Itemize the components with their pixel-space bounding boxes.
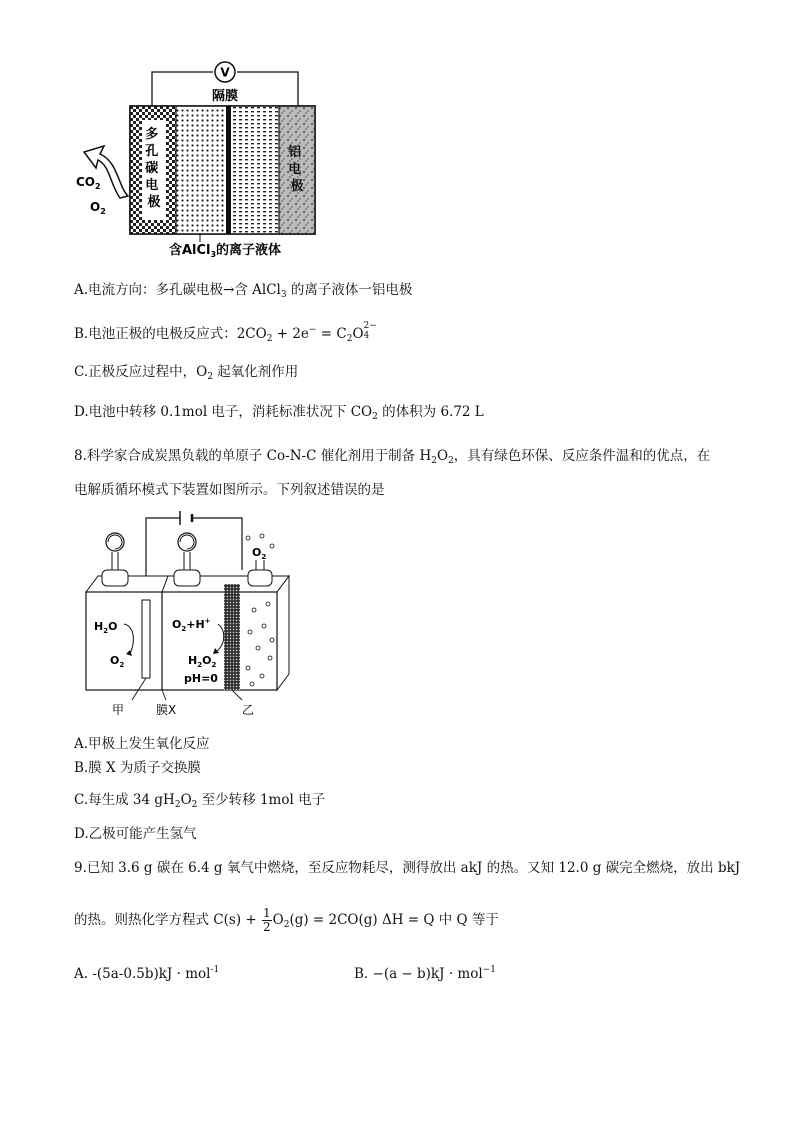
label-membrane-x: 膜X (156, 703, 177, 717)
q8-line1-sub2: 2 (448, 456, 454, 466)
q9-line2-mid: O (272, 912, 284, 928)
q9-frac-num: 1 (262, 906, 271, 920)
h2o2-label: $H_2O_2$ (188, 654, 217, 669)
q7-option-a (74, 280, 412, 305)
q7-option-d (74, 402, 484, 427)
q7-option-c (74, 362, 298, 387)
co2-label: $CO_2$ (76, 175, 101, 191)
battery-diagram (70, 58, 330, 258)
porous-carbon-label: 多 孔 碳 电 极 (145, 127, 161, 210)
q8-stem-line2 (74, 480, 385, 500)
ph-label: pH=0 (184, 672, 218, 685)
electrode-jia (142, 600, 150, 678)
q9-b-text: B. −(a − b)kJ · mol (354, 966, 483, 982)
q9-option-b (354, 960, 496, 984)
q8-c-pre: C.每生成 34 gH (74, 792, 175, 808)
q7-c-text: C.正极反应过程中，O (74, 364, 208, 380)
q8-line2: 电解质循环模式下装置如图所示。下列叙述错误的是 (74, 482, 385, 498)
q9-line2-sub: 2 (283, 920, 290, 930)
q9-line1: 9.已知 3.6 g 碳在 6.4 g 氧气中燃烧，至反应物耗尽，测得放出 akJ 的热。又知 12.0 g 碳完全燃烧，放出 bkJ (74, 860, 741, 876)
q8-b-text: B.膜 X 为质子交换膜 (74, 760, 201, 776)
label-jia: 甲 (112, 703, 125, 717)
q8-line1-pre: 8.科学家合成炭黑负载的单原子 Co-N-C 催化剂用于制备 H (74, 448, 432, 464)
q7-b-mid: + 2e (272, 326, 309, 342)
o2-product-label: $O_2$ (110, 654, 125, 669)
q9-fraction (262, 907, 272, 934)
q9-frac-den: 2 (262, 920, 271, 934)
q7-c-sub: 2 (207, 372, 213, 382)
q9-a-sup: -1 (210, 965, 220, 975)
q7-a-sub: 3 (280, 290, 287, 300)
q8-line1-mid: O (436, 448, 449, 464)
electrode-yi (224, 584, 240, 690)
q9-b-sup: −1 (482, 965, 496, 975)
q8-c-sub2: 2 (191, 800, 198, 810)
ionic-liquid-label: 含AlCl$_3$的离子液体 (168, 243, 282, 258)
q8-option-d (74, 824, 197, 844)
q7-b-sup3: 2− (363, 321, 377, 331)
o2-h-label: $O_2+H^+$ (172, 617, 211, 633)
q8-c-sub1: 2 (174, 800, 181, 810)
q8-option-c (74, 790, 325, 815)
q7-b-sub2: 2 (346, 334, 353, 344)
q8-option-b (74, 758, 201, 778)
h2o-label: $H_2O$ (94, 620, 118, 635)
q7-d-text: D.电池中转移 0.1mol 电子，消耗标准状况下 CO (74, 404, 373, 420)
q9-line2-pre: 的热。则热化学方程式 C(s) + (74, 912, 261, 928)
q9-stem-line1 (74, 858, 740, 878)
voltmeter-label: V (220, 65, 230, 80)
gas-flow-arrow (84, 146, 128, 198)
q8-line1-sub1: 2 (431, 456, 437, 466)
pump-middle (174, 533, 200, 586)
q7-b-sup1: − (308, 325, 317, 335)
o2-gas-label: $O_2$ (252, 546, 267, 561)
q7-b-sub1: 2 (266, 334, 273, 344)
label-yi: 乙 (242, 703, 255, 717)
q7-d-post: 的体积为 6.72 L (377, 404, 484, 420)
q8-c-post: 至少转移 1mol 电子 (197, 792, 326, 808)
q9-option-a (74, 960, 219, 984)
q8-line1-post: ，具有绿色环保、反应条件温和的优点，在 (453, 448, 711, 464)
gas-outlet-right (246, 534, 274, 586)
electrolysis-diagram (76, 508, 316, 718)
q9-stem-line2 (74, 900, 499, 940)
membrane-label: 隔膜 (211, 89, 239, 104)
q8-c-mid: O (180, 792, 192, 808)
q7-a-post: 的离子液体一铝电极 (286, 282, 413, 298)
q8-a-text: A.甲极上发生氧化反应 (74, 736, 210, 752)
q7-b-sub3: 4 (363, 331, 370, 341)
q7-b-mid2: = C (316, 326, 347, 342)
aluminum-label: 铝 电 极 (288, 145, 304, 194)
q7-b-text: B.电池正极的电极反应式：2CO (74, 326, 267, 342)
q7-b-subsup (363, 321, 377, 341)
q9-line2-post: (g) = 2CO(g) ΔH = Q 中 Q 等于 (289, 912, 499, 928)
o2-label: $O_2$ (90, 200, 106, 216)
q8-option-a (74, 734, 210, 754)
q8-stem-line1 (74, 446, 710, 471)
pump-left (102, 533, 128, 586)
q9-a-text: A. -(5a-0.5b)kJ · mol (74, 966, 211, 982)
q7-b-mid3: O (352, 326, 364, 342)
q7-c-post: 起氧化剂作用 (212, 364, 299, 380)
q7-d-sub: 2 (372, 412, 378, 422)
q8-d-text: D.乙极可能产生氢气 (74, 826, 197, 842)
q7-a-text: A.电流方向：多孔碳电极→含 AlCl (74, 282, 281, 298)
q7-option-b (74, 320, 376, 349)
